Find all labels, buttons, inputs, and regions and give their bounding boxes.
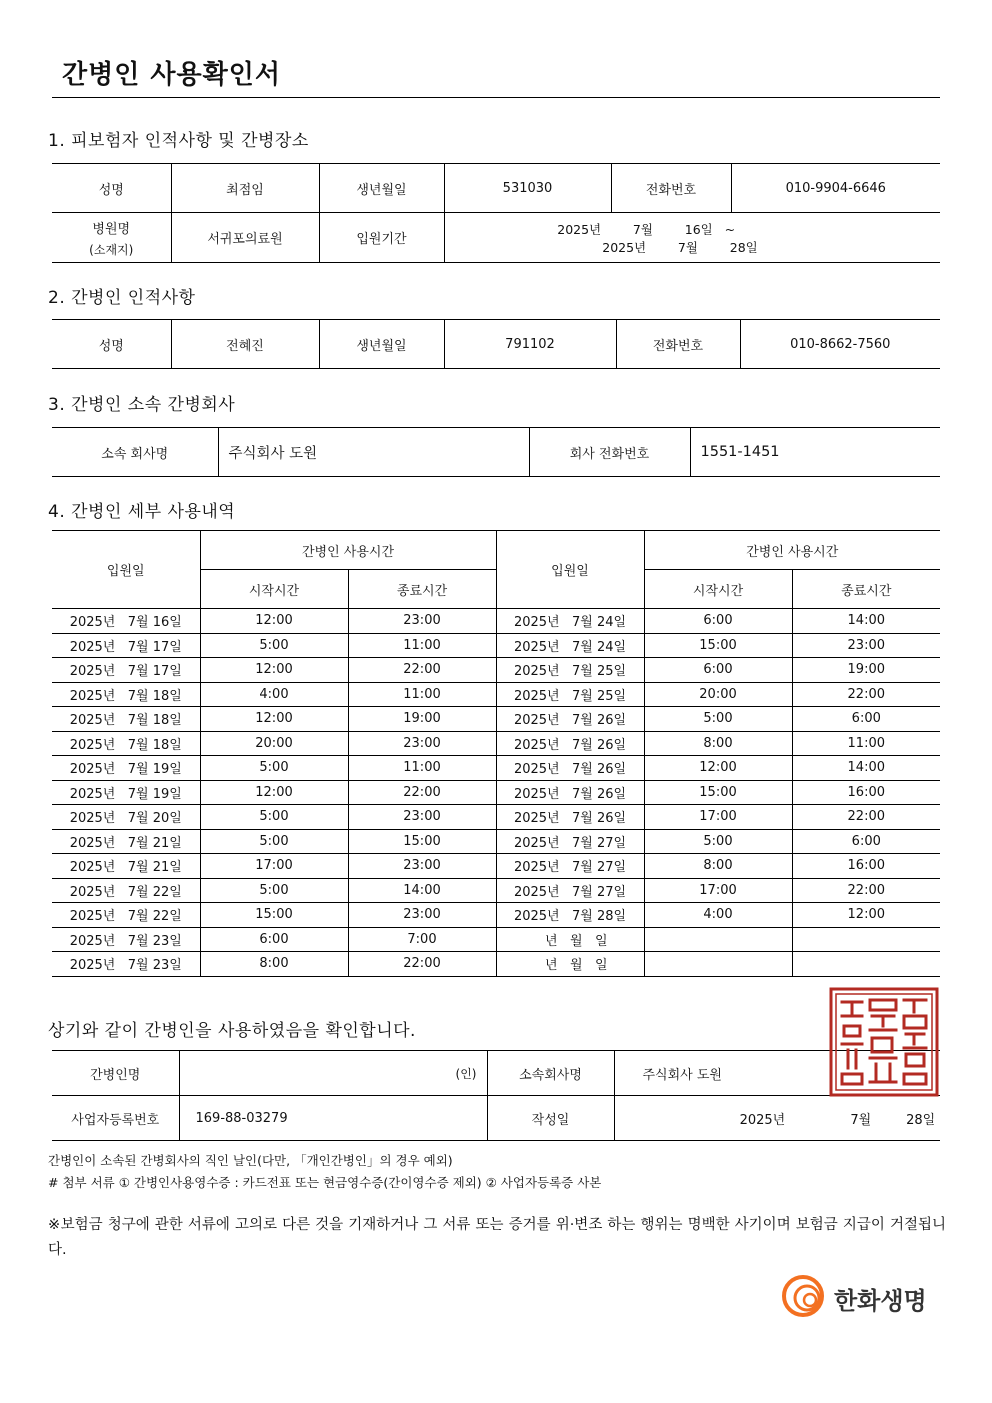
usage-row [52, 682, 940, 707]
title-divider [52, 97, 940, 98]
signature-mark: (인) [455, 1066, 477, 1081]
end-time: 15:00 [348, 829, 496, 854]
admission-date: 2025년 7월 18일 [52, 682, 200, 707]
hanwha-life-logo [778, 1271, 938, 1321]
admission-date: 2025년 7월 24일 [496, 633, 644, 658]
end-time: 23:00 [348, 903, 496, 928]
end-time: 22:00 [792, 682, 940, 707]
end-time: 14:00 [792, 609, 940, 634]
admission-date: 2025년 7월 18일 [52, 707, 200, 732]
section4-heading: 4. 간병인 세부 사용내역 [48, 502, 236, 522]
start-time: 17:00 [644, 805, 792, 830]
insured-phone-label: 전화번호 [611, 164, 731, 213]
biz-no-label: 사업자등록번호 [52, 1096, 179, 1141]
fraud-warning: ※보험금 청구에 관한 서류에 고의로 다른 것을 기재하거나 그 서류 또는 증거를 위·변조 하는 행위는 명백한 사기이며 보험금 지급이 거절됩니다. [48, 1217, 946, 1258]
section2-heading: 2. 간병인 인적사항 [48, 288, 196, 308]
end-time: 23:00 [348, 805, 496, 830]
start-time: 5:00 [200, 829, 348, 854]
start-time: 17:00 [644, 878, 792, 903]
end-time: 19:00 [792, 658, 940, 683]
end-time: 23:00 [792, 633, 940, 658]
usage-row [52, 878, 940, 903]
written-date-label: 작성일 [487, 1096, 614, 1141]
usage-row [52, 780, 940, 805]
company-phone: 1551-1451 [690, 428, 940, 477]
start-time: 4:00 [644, 903, 792, 928]
confirm-statement: 상기와 같이 간병인을 사용하였음을 확인합니다. [48, 1021, 416, 1041]
end-time: 23:00 [348, 731, 496, 756]
admission-date: 2025년 7월 19일 [52, 780, 200, 805]
admission-date: 2025년 7월 17일 [52, 633, 200, 658]
start-time [644, 927, 792, 952]
usage-row [52, 633, 940, 658]
col-end-left: 종료시간 [348, 570, 496, 609]
usage-rows [52, 609, 940, 977]
usage-row [52, 927, 940, 952]
col-start-right: 시작시간 [644, 570, 792, 609]
start-time: 12:00 [200, 658, 348, 683]
col-end-right: 종료시간 [792, 570, 940, 609]
start-time: 6:00 [200, 927, 348, 952]
end-time: 14:00 [792, 756, 940, 781]
admission-date: 2025년 7월 24일 [496, 609, 644, 634]
start-time: 12:00 [200, 780, 348, 805]
caregiver-name-label: 성명 [52, 320, 171, 369]
written-year: 2025년 [739, 1112, 786, 1128]
end-time: 22:00 [792, 878, 940, 903]
end-time: 6:00 [792, 829, 940, 854]
end-time: 22:00 [348, 952, 496, 977]
caregiver-phone: 010-8662-7560 [740, 320, 940, 369]
end-time: 16:00 [792, 780, 940, 805]
admission-date: 2025년 7월 21일 [52, 854, 200, 879]
start-time: 6:00 [644, 658, 792, 683]
end-time: 6:00 [792, 707, 940, 732]
usage-row [52, 658, 940, 683]
section1-heading: 1. 피보험자 인적사항 및 간병장소 [48, 131, 309, 151]
end-time [792, 927, 940, 952]
admission-date: 2025년 7월 21일 [52, 829, 200, 854]
col-usage-time-left: 간병인 사용시간 [200, 531, 496, 570]
company-name-label: 소속 회사명 [52, 428, 218, 477]
start-time: 5:00 [644, 829, 792, 854]
start-time: 12:00 [200, 707, 348, 732]
biz-no: 169-88-03279 [179, 1096, 487, 1141]
admission-date: 2025년 7월 19일 [52, 756, 200, 781]
caregiver-birth-label: 생년월일 [319, 320, 444, 369]
hanwha-logo-icon [778, 1271, 836, 1321]
col-start-left: 시작시간 [200, 570, 348, 609]
start-time: 5:00 [200, 805, 348, 830]
note-seal: 간병인이 소속된 간병회사의 직인 날인(다만, 「개인간병인」의 경우 예외) [48, 1153, 453, 1168]
start-time: 20:00 [200, 731, 348, 756]
admission-date: 2025년 7월 23일 [52, 927, 200, 952]
admission-date: 년 월 일 [496, 952, 644, 977]
start-time: 20:00 [644, 682, 792, 707]
admission-date: 2025년 7월 25일 [496, 682, 644, 707]
usage-row [52, 756, 940, 781]
usage-table [52, 530, 940, 977]
start-time: 8:00 [644, 731, 792, 756]
admission-date: 2025년 7월 27일 [496, 878, 644, 903]
company-phone-label: 회사 전화번호 [529, 428, 690, 477]
usage-row [52, 854, 940, 879]
period-start: 2025년 7월 16일 ~ [557, 221, 736, 237]
admission-date: 2025년 7월 25일 [496, 658, 644, 683]
start-time: 6:00 [644, 609, 792, 634]
start-time: 12:00 [200, 609, 348, 634]
end-time: 22:00 [348, 658, 496, 683]
caregiver-phone-label: 전화번호 [616, 320, 740, 369]
written-month: 7월 [850, 1112, 872, 1128]
insured-name-label: 성명 [52, 164, 171, 213]
usage-row [52, 731, 940, 756]
admission-date: 2025년 7월 27일 [496, 854, 644, 879]
page-title: 간병인 사용확인서 [62, 60, 281, 90]
end-time: 22:00 [348, 780, 496, 805]
caregiver-signature-field [179, 1051, 487, 1096]
usage-row [52, 829, 940, 854]
admission-date: 2025년 7월 22일 [52, 903, 200, 928]
usage-row [52, 707, 940, 732]
col-admission-date-left: 입원일 [52, 531, 200, 609]
start-time: 17:00 [200, 854, 348, 879]
start-time: 5:00 [200, 756, 348, 781]
end-time: 22:00 [792, 805, 940, 830]
admission-date: 2025년 7월 26일 [496, 756, 644, 781]
admission-date: 2025년 7월 26일 [496, 707, 644, 732]
confirm-company: 주식회사 도원 [614, 1051, 940, 1096]
start-time: 5:00 [200, 633, 348, 658]
period-end: 2025년 7월 28일 [602, 239, 758, 255]
caregiver-birth: 791102 [444, 320, 616, 369]
written-day: 28일 [906, 1112, 936, 1128]
end-time: 23:00 [348, 609, 496, 634]
end-time: 7:00 [348, 927, 496, 952]
company-table [52, 427, 940, 477]
confirm-company-label: 소속회사명 [487, 1051, 614, 1096]
caregiver-table [52, 319, 940, 369]
admission-date: 2025년 7월 27일 [496, 829, 644, 854]
period-label: 입원기간 [319, 213, 444, 263]
end-time: 12:00 [792, 903, 940, 928]
end-time: 11:00 [348, 756, 496, 781]
admission-period [444, 213, 940, 263]
company-name: 주식회사 도원 [218, 428, 529, 477]
start-time [644, 952, 792, 977]
usage-row [52, 805, 940, 830]
start-time: 15:00 [644, 780, 792, 805]
end-time: 23:00 [348, 854, 496, 879]
usage-row [52, 903, 940, 928]
written-date [614, 1096, 940, 1141]
admission-date: 2025년 7월 23일 [52, 952, 200, 977]
note-attachments: # 첨부 서류 ① 간병인사용영수증 : 카드전표 또는 현금영수증(간이영수증 제외) ② 사업자등록증 사본 [48, 1175, 602, 1190]
hospital-label: 병원명 (소재지) [52, 213, 171, 263]
insured-table [52, 163, 940, 263]
confirm-table [52, 1050, 940, 1141]
admission-date: 2025년 7월 26일 [496, 805, 644, 830]
start-time: 5:00 [644, 707, 792, 732]
admission-date: 2025년 7월 22일 [52, 878, 200, 903]
usage-row [52, 609, 940, 634]
insured-birth-label: 생년월일 [319, 164, 444, 213]
start-time: 5:00 [200, 878, 348, 903]
admission-date: 2025년 7월 16일 [52, 609, 200, 634]
admission-date: 2025년 7월 28일 [496, 903, 644, 928]
company-seal-stamp [828, 986, 940, 1098]
end-time: 11:00 [792, 731, 940, 756]
col-admission-date-right: 입원일 [496, 531, 644, 609]
insured-name: 최점임 [171, 164, 319, 213]
start-time: 15:00 [644, 633, 792, 658]
start-time: 8:00 [644, 854, 792, 879]
caregiver-signature-label: 간병인명 [52, 1051, 179, 1096]
end-time [792, 952, 940, 977]
start-time: 12:00 [644, 756, 792, 781]
end-time: 11:00 [348, 682, 496, 707]
insured-birth: 531030 [444, 164, 611, 213]
admission-date: 2025년 7월 17일 [52, 658, 200, 683]
end-time: 16:00 [792, 854, 940, 879]
section3-heading: 3. 간병인 소속 간병회사 [48, 395, 236, 415]
admission-date: 2025년 7월 18일 [52, 731, 200, 756]
admission-date: 년 월 일 [496, 927, 644, 952]
caregiver-name: 전혜진 [171, 320, 319, 369]
end-time: 19:00 [348, 707, 496, 732]
start-time: 15:00 [200, 903, 348, 928]
admission-date: 2025년 7월 26일 [496, 731, 644, 756]
start-time: 4:00 [200, 682, 348, 707]
end-time: 11:00 [348, 633, 496, 658]
usage-row [52, 952, 940, 977]
start-time: 8:00 [200, 952, 348, 977]
admission-date: 2025년 7월 20일 [52, 805, 200, 830]
col-usage-time-right: 간병인 사용시간 [644, 531, 940, 570]
hospital-name: 서귀포의료원 [171, 213, 319, 263]
admission-date: 2025년 7월 26일 [496, 780, 644, 805]
insured-phone: 010-9904-6646 [731, 164, 940, 213]
end-time: 14:00 [348, 878, 496, 903]
hanwha-logo-text: 한화생명 [834, 1287, 927, 1315]
